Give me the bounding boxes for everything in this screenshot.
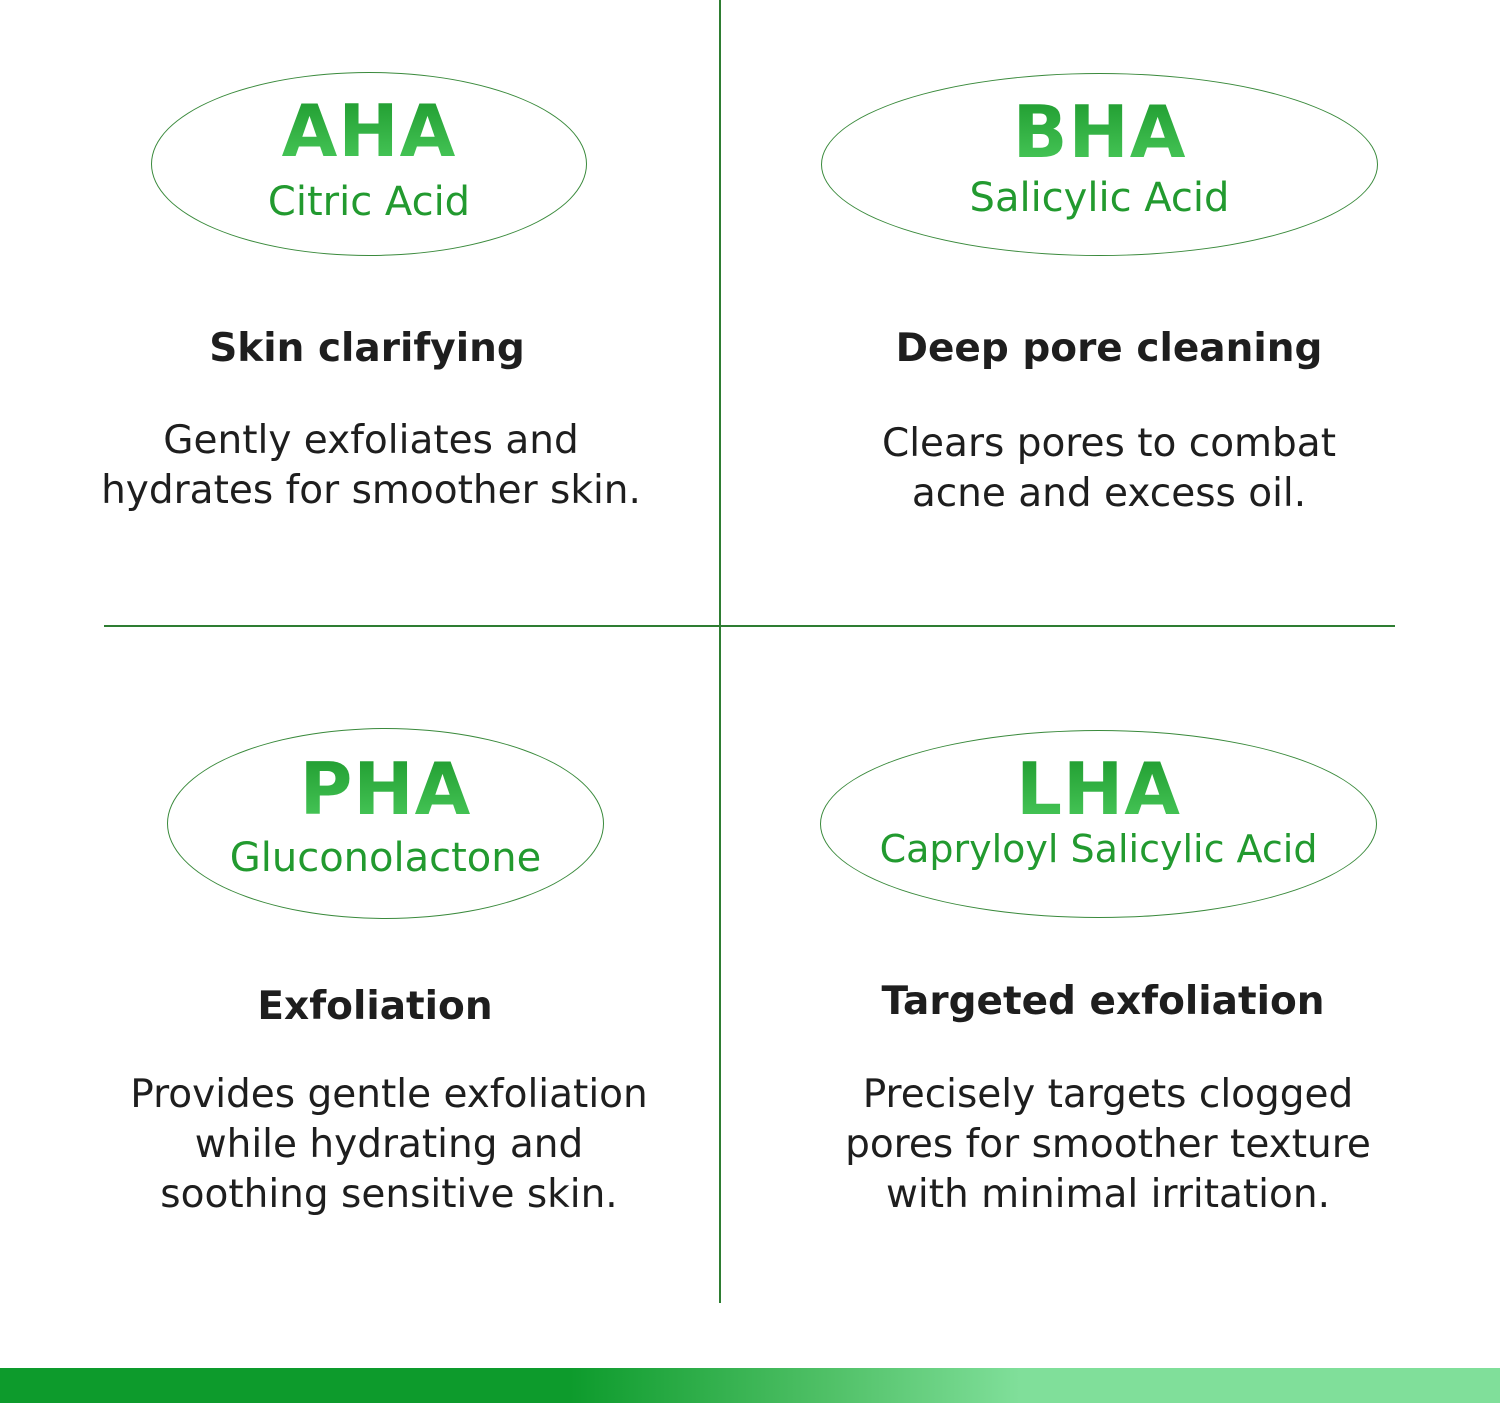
description-line: Gently exfoliates and — [163, 418, 579, 463]
card-lha — [721, 627, 1500, 1303]
card-aha — [0, 0, 719, 625]
benefit-description — [721, 419, 1497, 519]
benefit-description — [721, 1070, 1495, 1220]
acid-code: BHA — [822, 96, 1377, 168]
acid-badge-pha — [167, 728, 604, 919]
acid-code: AHA — [152, 95, 586, 167]
description-line: pores for smoother texture — [845, 1122, 1371, 1167]
acid-name: Salicylic Acid — [969, 175, 1230, 221]
description-line: soothing sensitive skin. — [160, 1172, 618, 1217]
description-line: Precisely targets clogged — [862, 1072, 1354, 1117]
acid-badge-bha — [821, 73, 1378, 256]
description-line: hydrates for smoother skin. — [101, 468, 641, 513]
benefit-title: Deep pore cleaning — [895, 326, 1323, 371]
acid-badge-aha — [151, 72, 587, 256]
description-line: acne and excess oil. — [911, 471, 1307, 516]
bottom-gradient-bar — [0, 1368, 1500, 1403]
acid-badge-lha — [820, 730, 1377, 918]
benefit-title: Exfoliation — [257, 984, 493, 1029]
benefit-description — [0, 1070, 778, 1220]
benefit-title: Targeted exfoliation — [881, 979, 1325, 1024]
acid-code: PHA — [168, 753, 603, 825]
description-line: Provides gentle exfoliation — [130, 1072, 648, 1117]
description-line: Clears pores to combat — [881, 421, 1336, 466]
description-line: with minimal irritation. — [886, 1172, 1330, 1217]
card-pha — [0, 627, 719, 1303]
card-bha — [721, 0, 1500, 625]
acid-code: LHA — [821, 753, 1376, 825]
benefit-description — [0, 416, 742, 516]
acid-name: Citric Acid — [267, 179, 471, 225]
acid-name: Gluconolactone — [229, 835, 542, 881]
acid-name: Capryloyl Salicylic Acid — [879, 827, 1318, 871]
description-line: while hydrating and — [194, 1122, 584, 1167]
benefit-title: Skin clarifying — [209, 326, 525, 371]
